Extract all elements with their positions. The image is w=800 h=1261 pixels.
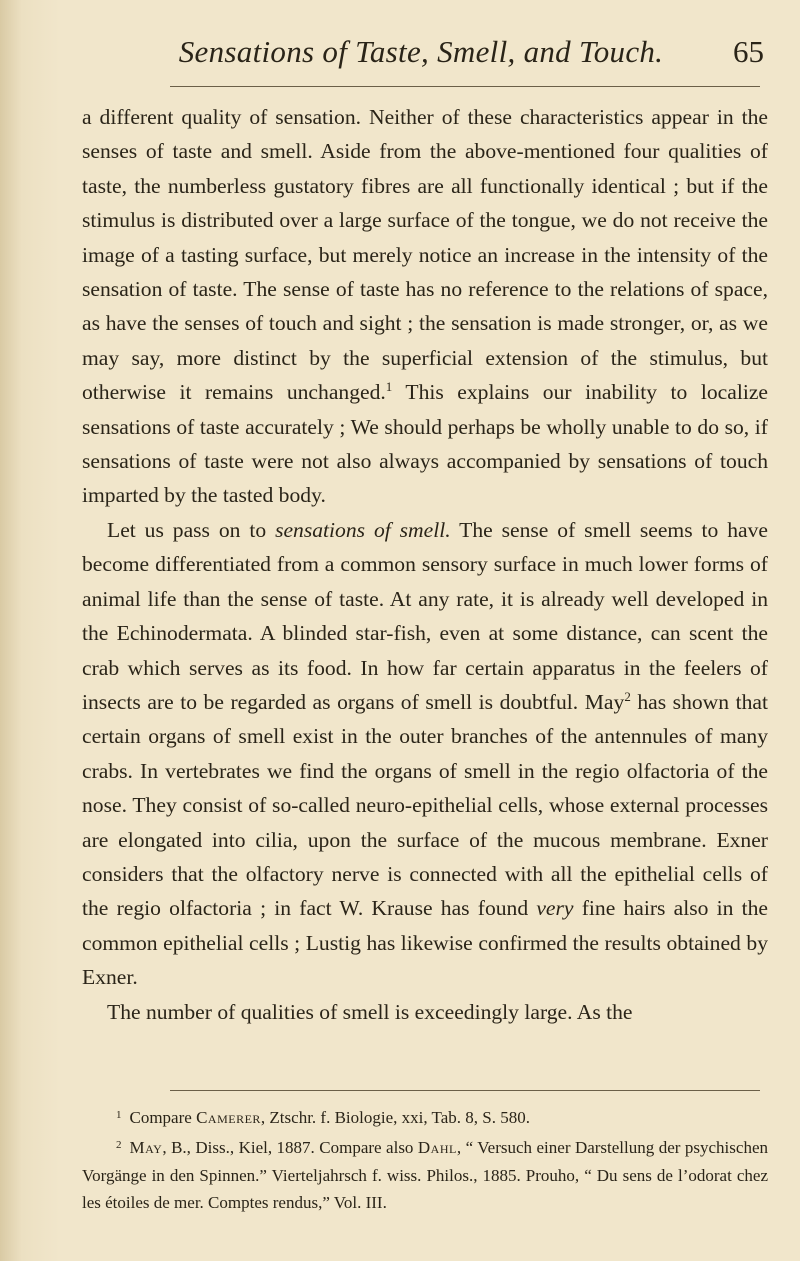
footnote-ref: 1 (385, 379, 393, 395)
emphasis: sensations of smell. (275, 517, 451, 542)
footnote-ref: 2 (624, 688, 631, 704)
body-text (82, 100, 768, 1029)
header-rule (170, 86, 760, 87)
footnote: $^1$ Compare Camerer, Ztschr. f. Biologie, xxi, Tab. 8, S. 580. (116, 1108, 530, 1127)
running-title: Sensations of Taste, Smell, and Touch. (178, 34, 664, 69)
paragraph: Let us pass on to sensations of smell. The sense of smell seems to have become differentiated from a common sensory surface in much lower forms of animal life than the sense of taste. At any rate, it is already well developed in the Echinodermata. A blinded star-fish, even at some distance, can scent the crab which serves as its food. In how far certain apparatus in the feelers of insects are to be regarded as organs of smell is doubtful. May$^2$ has shown that certain organs of smell exist in the outer branches of the antennules of many crabs. In vertebrates we find the organs of smell in the regio olfactoria of the nose. They consist of so-called neuro-epithelial cells, whose external processes are elongated into cilia, upon the surface of the mucous membrane. Exner considers that the olfactory nerve is connected with all the epithelial cells of the regio olfactoria ; in fact W. Krause has found very fine hairs also in the common epithelial cells ; Lustig has likewise confirmed the results obtained by Exner. (82, 517, 769, 990)
paragraph: a different quality of sensation. Neither of these characteristics appear in the senses of taste and smell. Aside from the above-mentioned four qualities of taste, the numberless gustatory fibres are all functionally identical ; but if the stimulus is distributed over a large surface of the tongue, we do not receive the image of a tasting surface, but merely notice an increase in the intensity of the sensation of taste. The sense of taste has no reference to the relations of space, as have the senses of touch and sight ; the sensation is made stronger, or, as we may say, more distinct by the superficial extension of the stimulus, but otherwise it remains unchanged.$^1$ This explains our inability to localize sensations of taste accurately ; We should perhaps be wholly unable to do so, if sensations of taste were not also always accompanied by sensations of touch imparted by the tasted body. (82, 105, 768, 508)
footnote: $^2$ May, B., Diss., Kiel, 1887. Compare also Dahl, “ Versuch einer Darstellung der psychischen Vorgänge in den Spinnen.” Vierteljahrsch f. wiss. Philos., 1885. Prouho, “ Du sens de l’odorat chez les étoiles de mer. Comptes rendus,” Vol. III. (82, 1137, 768, 1213)
running-header (78, 34, 764, 74)
footnote-rule (170, 1090, 760, 1091)
footnotes (82, 1102, 768, 1217)
page-number: 65 (733, 34, 764, 69)
paragraph: The number of qualities of smell is exceedingly large. As the (107, 999, 633, 1024)
emphasis: very (536, 896, 574, 921)
